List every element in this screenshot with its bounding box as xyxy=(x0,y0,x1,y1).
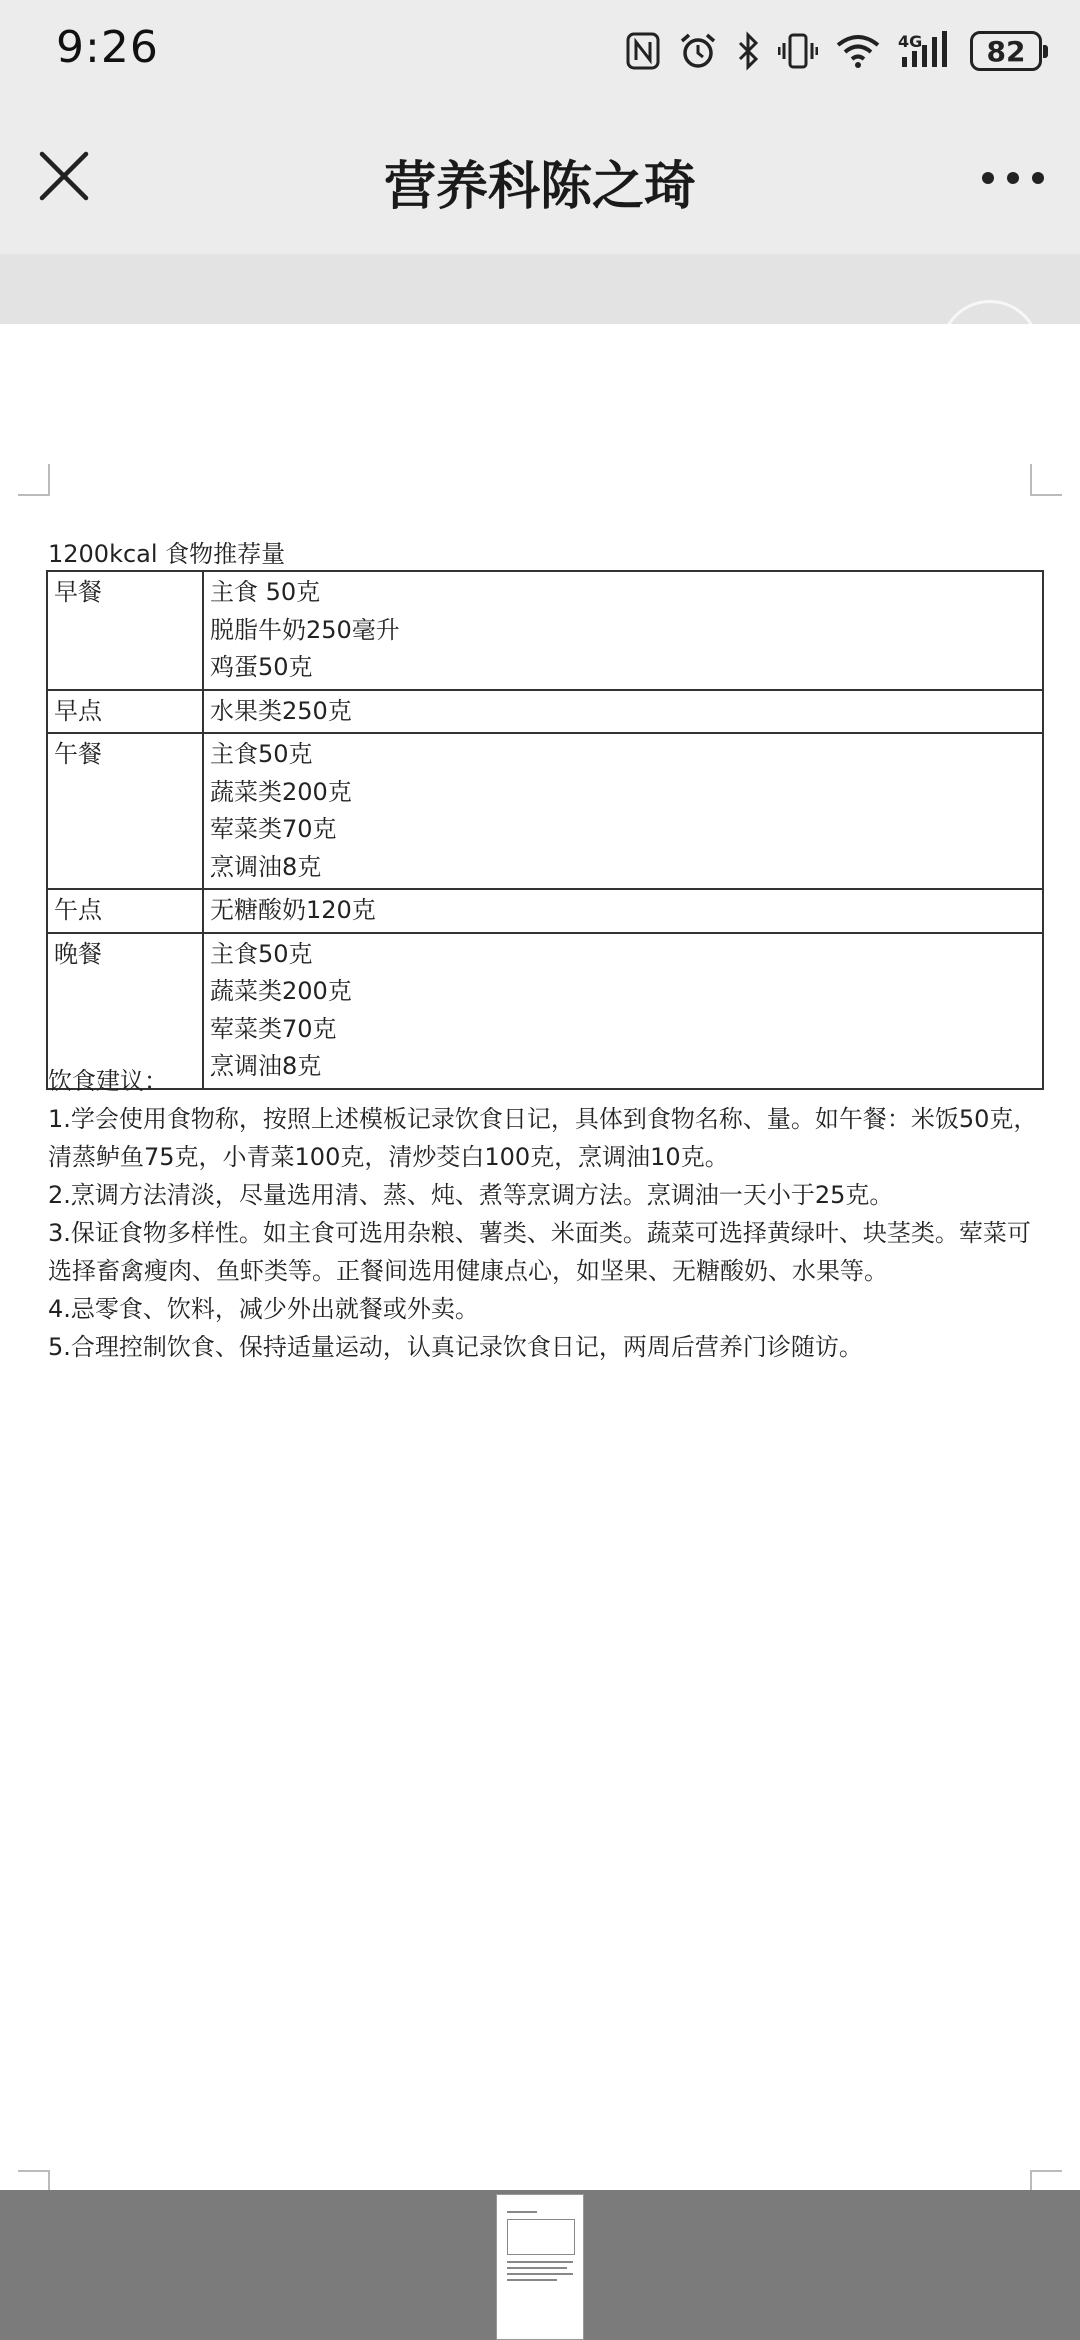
alarm-icon xyxy=(678,31,718,71)
meal-items xyxy=(203,889,1043,933)
advice-item: 4.忌零食、饮料，减少外出就餐或外卖。 xyxy=(48,1295,479,1323)
meal-items xyxy=(203,690,1043,734)
meal-name: 午点 xyxy=(47,889,203,933)
svg-text:4G: 4G xyxy=(898,32,923,51)
meal-name: 早餐 xyxy=(47,571,203,690)
food-item: 水果类250克 xyxy=(210,696,352,725)
crop-mark xyxy=(1030,2170,1062,2190)
diet-advice xyxy=(48,1062,1048,1366)
thumbnail-line xyxy=(507,2261,573,2263)
food-item: 烹调油8克 xyxy=(210,852,322,881)
advice-item: 1.学会使用食物称，按照上述模板记录饮食日记，具体到食物名称、量。如午餐：米饭50克，清蒸鲈鱼75克，小青菜100克，清炒茭白100克，烹调油10克。 xyxy=(48,1105,1038,1171)
signal-4g-icon xyxy=(898,31,952,71)
document-page[interactable] xyxy=(0,324,1080,2190)
meal-items xyxy=(203,571,1043,690)
nfc-icon xyxy=(626,32,660,70)
advice-item: 2.烹调方法清淡，尽量选用清、蒸、炖、煮等烹调方法。烹调油一天小于25克。 xyxy=(48,1181,894,1209)
advice-title: 饮食建议： xyxy=(48,1067,168,1095)
thumbnail-line xyxy=(507,2273,573,2275)
bluetooth-icon xyxy=(736,31,760,71)
food-item: 鸡蛋50克 xyxy=(210,653,313,681)
status-bar xyxy=(0,0,1080,104)
table-row xyxy=(47,690,1043,734)
table-row xyxy=(47,571,1043,690)
meal-name: 晚餐 xyxy=(47,933,203,1089)
crop-mark xyxy=(18,2170,50,2190)
battery-icon: 82 xyxy=(970,31,1042,71)
page-title: 营养科陈之琦 xyxy=(383,157,696,217)
food-item: 荤菜类70克 xyxy=(210,815,337,843)
document-heading: 1200kcal 食物推荐量 xyxy=(48,540,286,568)
food-item: 荤菜类70克 xyxy=(210,1014,337,1043)
status-time: 9:26 xyxy=(56,22,159,73)
vibrate-icon xyxy=(778,31,818,71)
food-item: 脱脂牛奶250毫升 xyxy=(210,615,400,644)
status-icons xyxy=(626,26,1042,76)
food-item: 蔬菜类200克 xyxy=(210,977,352,1005)
food-item: 主食50克 xyxy=(210,939,313,968)
page-thumbnail[interactable] xyxy=(496,2194,584,2340)
wifi-icon xyxy=(836,33,880,69)
meal-name: 午餐 xyxy=(47,733,203,889)
food-item: 主食50克 xyxy=(210,740,313,768)
meal-table xyxy=(46,570,1044,1090)
advice-item: 3.保证食物多样性。如主食可选用杂粮、薯类、米面类。蔬菜可选择黄绿叶、块茎类。荤菜可选择畜禽瘦肉、鱼虾类等。正餐间选用健康点心，如坚果、无糖酸奶、水果等。 xyxy=(48,1219,1031,1285)
food-item: 主食 50克 xyxy=(210,578,321,606)
more-icon xyxy=(982,172,994,184)
thumbnail-line xyxy=(507,2267,567,2269)
advice-item: 5.合理控制饮食、保持适量运动，认真记录饮食日记，两周后营养门诊随访。 xyxy=(48,1333,863,1361)
page-thumbnail-bar xyxy=(0,2190,1080,2340)
more-button[interactable] xyxy=(982,158,1044,198)
toolbar-strip xyxy=(0,254,1080,324)
crop-mark xyxy=(1030,464,1062,496)
meal-items xyxy=(203,733,1043,889)
food-item: 烹调油8克 xyxy=(210,1052,322,1080)
food-item: 无糖酸奶120克 xyxy=(210,896,376,924)
thumbnail-line xyxy=(507,2279,557,2281)
ghost-circle-icon xyxy=(940,300,1040,324)
thumbnail-line xyxy=(507,2211,537,2213)
table-row xyxy=(47,733,1043,889)
thumbnail-table xyxy=(507,2219,575,2255)
meal-name: 早点 xyxy=(47,690,203,734)
crop-mark xyxy=(18,464,50,496)
food-item: 蔬菜类200克 xyxy=(210,777,352,806)
table-row xyxy=(47,889,1043,933)
app-bar xyxy=(0,104,1080,254)
